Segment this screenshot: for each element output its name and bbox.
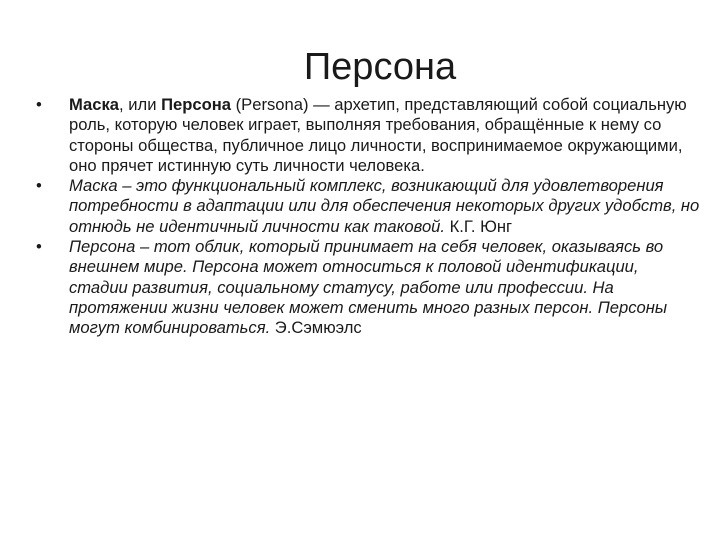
bullet-dot: • (36, 176, 42, 196)
term-persona: Персона (161, 95, 232, 114)
bullet-dot: • (36, 237, 42, 257)
definition-text: (Persona) — архетип, представляющий собой социальную роль, которую человек играет, выполняя требования, обращённые к нему со стороны общества, публичное лицо личности, воспринимаемое окружающими, оно прячет истинную суть личности человека. (69, 95, 687, 175)
bullet-text (69, 237, 700, 338)
quote-text: Персона – тот облик, который принимает на себя человек, оказываясь во внешнем мире. Персона может относиться к половой идентификации, стадии развития, социальному статусу, работе или профессии. На протяжении жизни человек может сменить много разных персон. Персоны могут комбинироваться. (69, 237, 668, 338)
quote-text: Маска – это функциональный комплекс, возникающий для удовлетворения потребности в адаптации или для обеспечения некоторых других удобств, но отнюдь не идентичный личности как таковой. (69, 176, 700, 236)
bullet-item-samuels-quote (36, 237, 700, 338)
quote-author: К.Г. Юнг (445, 216, 513, 236)
quote-author: Э.Сэмюэлс (270, 318, 362, 338)
bullet-text (69, 176, 700, 237)
connector-text: , или (119, 95, 162, 114)
bullet-item-jung-quote (36, 176, 700, 237)
bullet-list (36, 95, 700, 339)
bullet-item-persona-definition (36, 95, 700, 176)
term-mask: Маска (69, 95, 120, 114)
slide-title: Персона (303, 46, 457, 88)
bullet-dot: • (36, 95, 42, 114)
bullet-text (69, 95, 700, 176)
